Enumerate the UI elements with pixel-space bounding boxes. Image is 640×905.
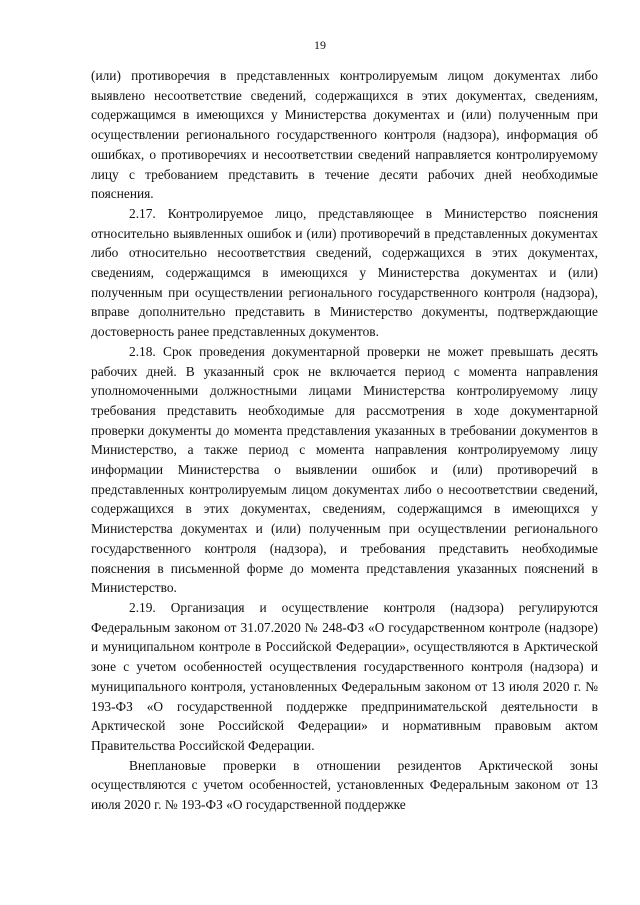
paragraph-text: Внеплановые проверки в отношении резидентов Арктической зоны осуществляются с учетом особенностей, установленных Федеральным законом от 13 июля 2020 г. № 193-ФЗ «О государственной поддержке [91,757,598,813]
paragraph-number: 2.17. [129,205,156,221]
paragraph-text: Организация и осуществление контроля (надзора) регулируются Федеральным законом от 31.07.2020 № 248-ФЗ «О государственном контроле (надзоре) и муниципальном контроле в Российской Федерации», осуществляются в Арктической зоне с учетом особенностей осуществления государственного контроля (надзора) и муниципального контроля, установленных Федеральным законом от 13 июля 2020 г. № 193-ФЗ «О государственной поддержке предпринимательской деятельности в Арктической зоне Российской Федерации» и нормативным правовым актом Правительства Российской Федерации. [91,599,598,753]
paragraph-2-17 [91,204,598,342]
paragraph-text: Контролируемое лицо, представляющее в Министерство пояснения относительно выявленных ошибок и (или) противоречий в представленных документах либо относительно несоответствия сведений, содержащихся в этих документах, сведениям, содержащимся в имеющихся у Министерства документах и (или) полученным при осуществлении регионального государственного контроля (надзора), вправе дополнительно представить в Министерство документы, подтверждающие достоверность ранее представленных документов. [91,205,598,340]
paragraph-2-19 [91,598,598,756]
paragraph-continuation [91,66,598,204]
paragraph-number: 2.18. [129,343,156,359]
paragraph-number: 2.19. [129,599,156,615]
paragraph-text: Срок проведения документарной проверки не может превышать десять рабочих дней. В указанный срок не включается период с момента направления уполномоченными должностными лицами Министерства контролируемому лицу требования представить необходимые для рассмотрения в ходе документарной проверки документы до момента представления указанных в требовании документов в Министерство, а также период с момента направления контролируемому лицу информации Министерства о выявлении ошибок и (или) противоречий в представленных контролируемым лицом документах либо о несоответствии сведений, содержащихся в этих документах, сведениям, содержащимся в имеющихся у Министерства документах и (или) полученным при осуществлении регионального государственного контроля (надзора), и требования представить необходимые пояснения в письменной форме до момента представления указанных пояснений в Министерство. [91,343,598,596]
paragraph-text: (или) противоречия в представленных контролируемым лицом документах либо выявлено несоответствие сведений, содержащихся в этих документах, сведениям, содержащимся в имеющихся у Министерства документах и (или) полученным при осуществлении регионального государственного контроля (надзора), информация об ошибках, о противоречиях и несоответствии сведений направляется контролируемому лицу с требованием представить в течение десяти рабочих дней необходимые пояснения. [91,68,598,202]
paragraph-unplanned-inspections [91,756,598,815]
paragraph-2-18 [91,342,598,598]
page-number: 19 [314,38,326,52]
document-body [91,66,598,815]
